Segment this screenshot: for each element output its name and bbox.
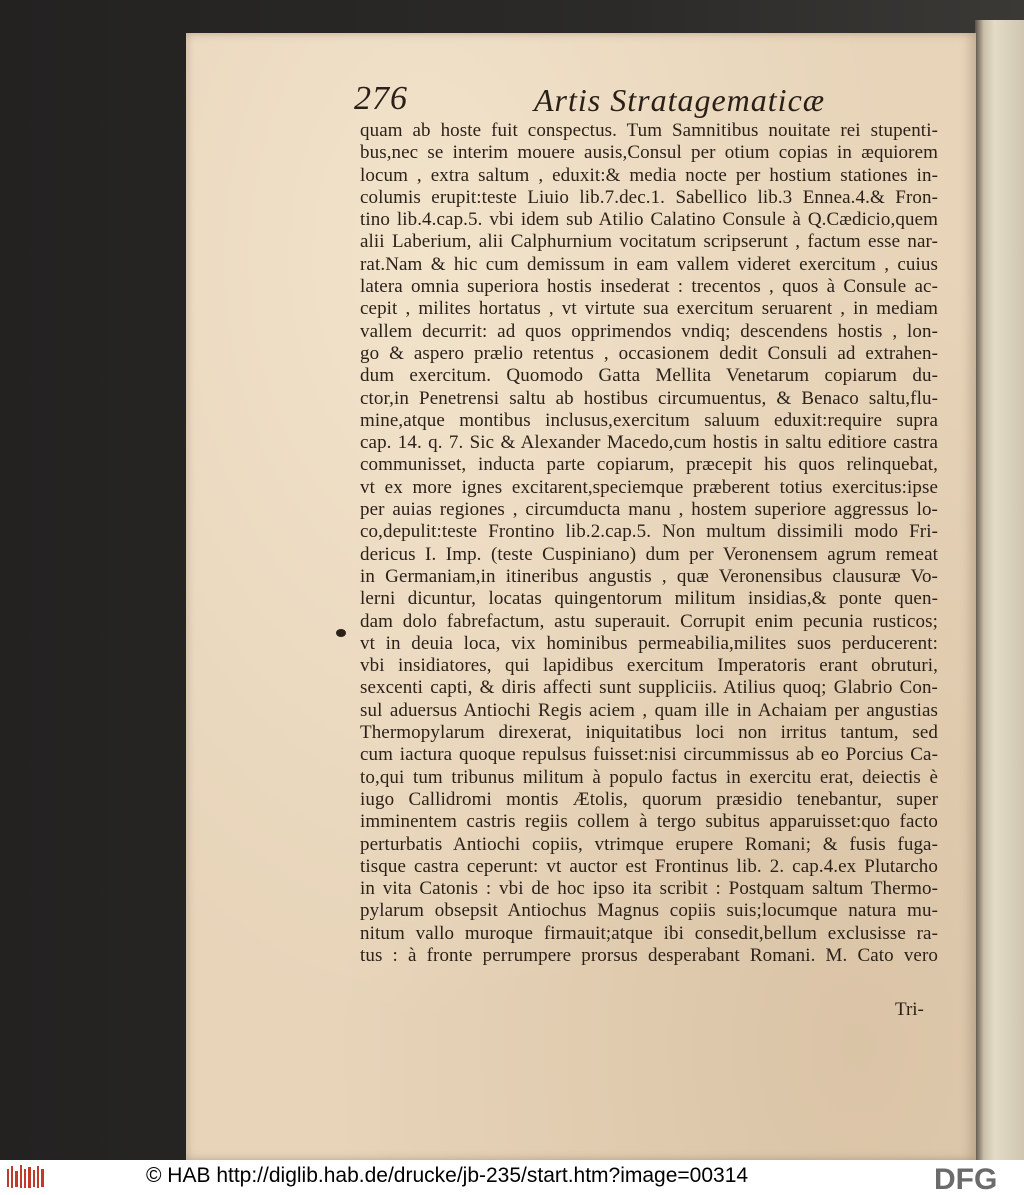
hab-logo-icon[interactable] (6, 1163, 46, 1191)
text-line: dericus I. Imp. (teste Cuspiniano) dum per Veronensem agrum remeat (360, 543, 938, 565)
text-line: vt in deuia loca, vix hominibus permeabilia,milites suos perducerent: (360, 632, 938, 654)
copyright-citation[interactable]: © HAB http://diglib.hab.de/drucke/jb-235/start.htm?image=00314 (146, 1164, 749, 1187)
text-line: to,qui tum tribunus militum à populo factus in exercitu erat, deiectis è (360, 766, 938, 788)
text-line: sexcenti capti, & diris affecti sunt suppliciis. Atilius quoq; Glabrio Con- (360, 677, 938, 699)
text-line: cap. 14. q. 7. Sic & Alexander Macedo,cum hostis in saltu editiore castra (360, 432, 938, 454)
text-line: lerni dicuntur, locatas quingentorum militum insidias,& ponte quen- (360, 588, 938, 610)
text-line: in vita Catonis : vbi de hoc ipso ita scribit : Postquam saltum Thermo- (360, 878, 938, 900)
text-line: iugo Callidromi montis Ætolis, quorum præsidio tenebantur, super (360, 788, 938, 810)
text-line: go & aspero prælio retentus , occasionem dedit Consuli ad extrahen- (360, 342, 938, 364)
text-line: vbi insidiatores, qui lapidibus exercitum Imperatoris erant obruturi, (360, 655, 938, 677)
text-line: mine,atque montibus inclusus,exercitum saluum eduxit:require supra (360, 409, 938, 431)
text-line: co,depulit:teste Frontino lib.2.cap.5. Non multum dissimili modo Fri- (360, 521, 938, 543)
text-line: columis erupit:teste Liuio lib.7.dec.1. Sabellico lib.3 Ennea.4.& Fron- (360, 186, 938, 208)
text-line: bus,nec se interim mouere ausis,Consul per otium copias in æquiorem (360, 142, 938, 164)
text-line: dam dolo fabrefactum, astu superauit. Corrupit enim pecunia rusticos; (360, 610, 938, 632)
text-line: tus : à fronte perrumpere prorsus desperabant Romani. M. Cato vero (360, 944, 938, 966)
text-line: alii Laberium, alii Calphurnium vocitatum scripserunt , factum esse nar- (360, 231, 938, 253)
running-head (354, 80, 954, 122)
adjacent-page-edge (975, 20, 1024, 1160)
text-line: rat.Nam & hic cum demissum in eam vallem videret exercitum , cuius (360, 253, 938, 275)
text-line: Thermopylarum direxerat, iniquitatibus loci non irritus tantum, sed (360, 722, 938, 744)
text-line: communisset, inducta parte copiarum, præcepit his quos relinquebat, (360, 454, 938, 476)
text-line: imminentem castris regiis collem à tergo subitus apparuisset:quo facto (360, 811, 938, 833)
text-line: ctor,in Penetrensi saltu ab hostibus circumuentus, & Benaco saltu,flu- (360, 387, 938, 409)
text-line: sul aduersus Antiochi Regis aciem , quam ille in Achaiam per angustias (360, 699, 938, 721)
text-line: dum exercitum. Quomodo Gatta Mellita Venetarum copiarum du- (360, 365, 938, 387)
text-line: quam ab hoste fuit conspectus. Tum Samnitibus nouitate rei stupenti- (360, 120, 938, 141)
dfg-logo-text: DFG (934, 1163, 998, 1193)
text-line: vallem decurrit: ad quos opprimendos vndiq; descendens hostis , lon- (360, 320, 938, 342)
running-title: Artis Stratagematicæ (534, 82, 826, 118)
body-text (360, 120, 938, 967)
viewer-footer (0, 1160, 1024, 1195)
text-line: cepit , milites hortatus , vt virtute sua exercitum seruarent , in mediam (360, 298, 938, 320)
text-line: tisque castra ceperunt: vt auctor est Frontinus lib. 2. cap.4.ex Plutarcho (360, 855, 938, 877)
text-line: per auias regiones , circumducta manu , hostem superiore aggressus lo- (360, 499, 938, 521)
text-line: pylarum obsepsit Antiochus Magnus copiis suis;locumque natura mu- (360, 900, 938, 922)
catchword: Tri- (895, 999, 924, 1020)
text-line: cum iactura quoque repulsus fuisset:nisi circummissus ab eo Porcius Ca- (360, 744, 938, 766)
text-line: locum , extra saltum , eduxit:& media nocte per hostium stationes in- (360, 164, 938, 186)
text-line: in Germaniam,in itineribus angustis , quæ Veronensibus clausuræ Vo- (360, 565, 938, 587)
text-line: vt ex more ignes excitarent,speciemque præberent totius exercitus:ipse (360, 476, 938, 498)
text-line: tino lib.4.cap.5. vbi idem sub Atilio Calatino Consule à Q.Cædicio,quem (360, 209, 938, 231)
text-line: nitum vallo muroque firmauit;atque ibi consedit,bellum exclusisse ra- (360, 922, 938, 944)
dfg-logo-icon[interactable] (932, 1163, 1020, 1193)
text-line: latera omnia superiora hostis insederat : trecentos , quos à Consule ac- (360, 276, 938, 298)
marginal-mark-icon (336, 629, 346, 637)
page-number: 276 (354, 80, 408, 117)
text-line: perturbatis Antiochi copiis, vtrimque erupere Romani; & fusis fuga- (360, 833, 938, 855)
